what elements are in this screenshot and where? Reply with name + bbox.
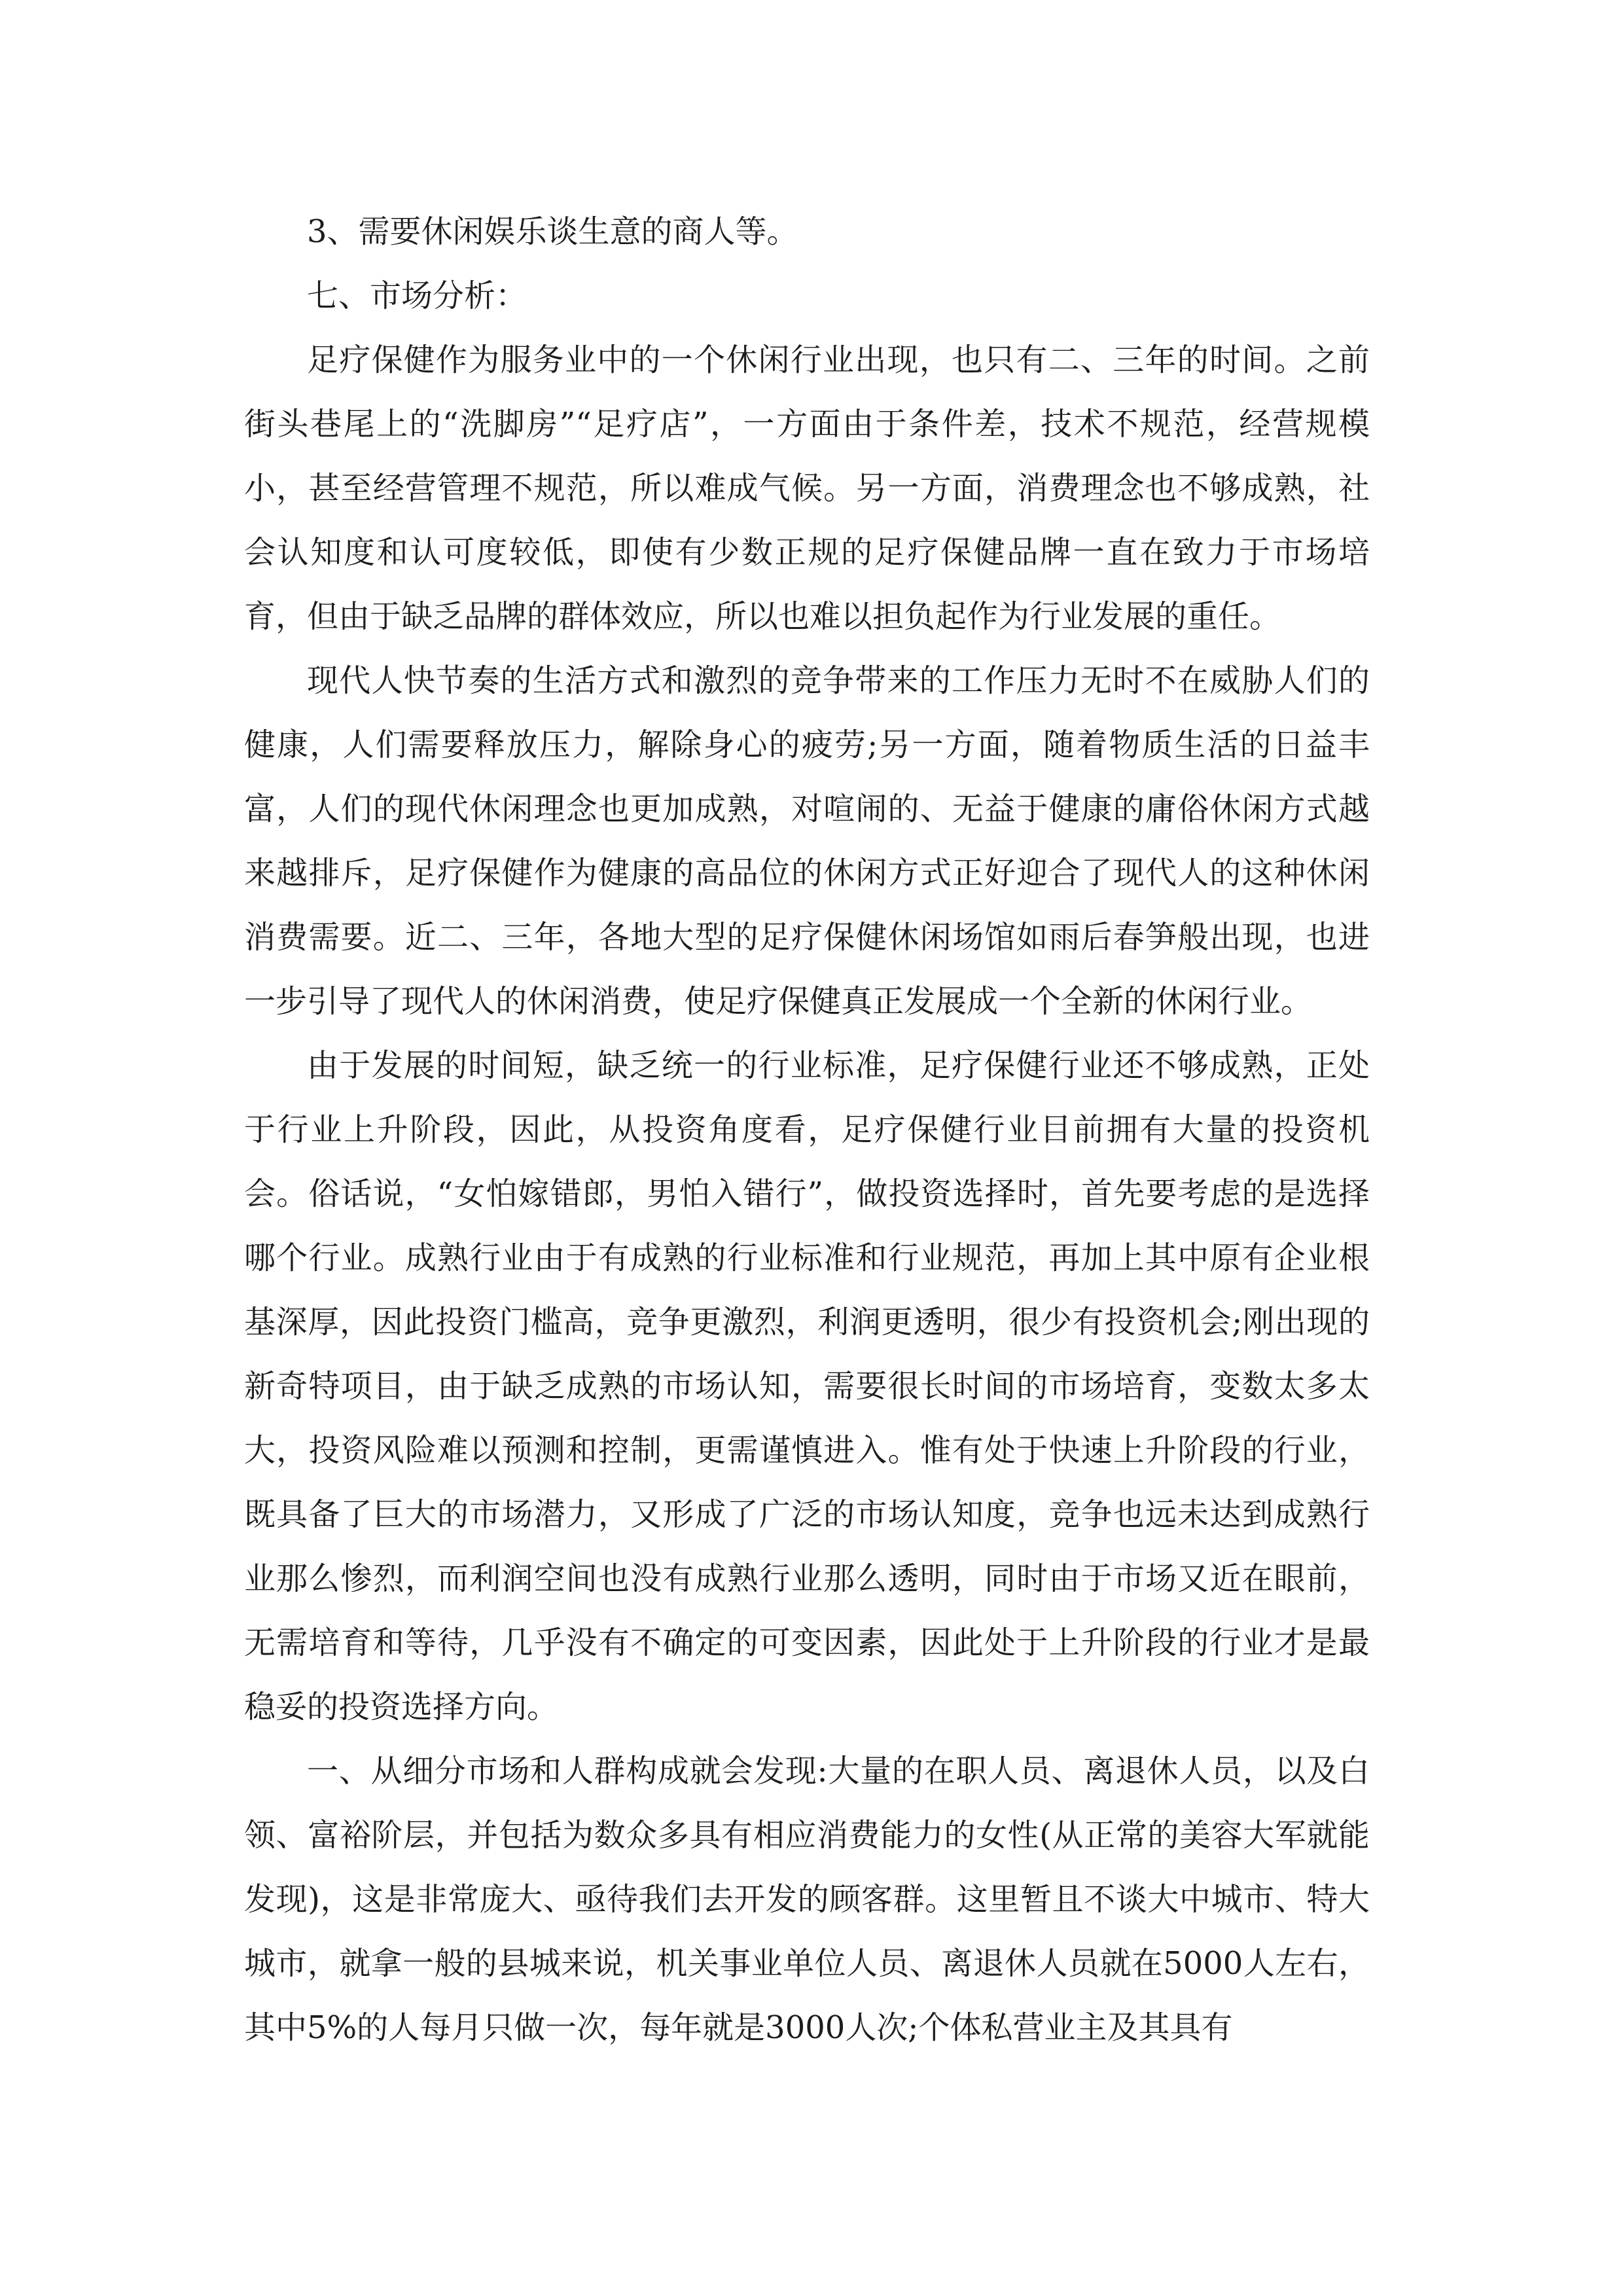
section-heading-market-analysis: 七、市场分析： — [307, 278, 527, 314]
paragraph-investment-opportunity: 由于发展的时间短，缺乏统一的行业标准，足疗保健行业还不够成熟，正处于行业上升阶段，因此，从投资角度看，足疗保健行业目前拥有大量的投资机会。俗话说，“女怕嫁错郎，男怕入错行”，做投资选择时，首先要考虑的是选择哪个行业。成熟行业由于有成熟的行业标准和行业规范，再加上其中原有企业根基深厚，因此投资门槛高，竞争更激烈，利润更透明，很少有投资机会;刚出现的新奇特项目，由于缺乏成熟的市场认知，需要很长时间的市场培育，变数太多太大，投资风险难以预测和控制，更需谨慎进入。惟有处于快速上升阶段的行业，既具备了巨大的市场潜力，又形成了广泛的市场认知度，竞争也远未达到成熟行业那么惨烈，而利润空间也没有成熟行业那么透明，同时由于市场又近在眼前，无需培育和等待，几乎没有不确定的可变因素，因此处于上升阶段的行业才是最稳妥的投资选择方向。 — [244, 1047, 1370, 1725]
paragraph-industry-origin: 足疗保健作为服务业中的一个休闲行业出现，也只有二、三年的时间。之前街头巷尾上的“洗脚房”“足疗店”，一方面由于条件差，技术不规范，经营规模小，甚至经营管理不规范，所以难成气候。另一方面，消费理念也不够成熟，社会认知度和认可度较低，即使有少数正规的足疗保健品牌一直在致力于市场培育，但由于缺乏品牌的群体效应，所以也难以担负起作为行业发展的重任。 — [244, 342, 1370, 635]
body-text — [244, 200, 1370, 2060]
list-item-merchants: 3、需要休闲娱乐谈生意的商人等。 — [307, 213, 798, 250]
paragraph-market-segments: 一、从细分市场和人群构成就会发现:大量的在职人员、离退休人员，以及白领、富裕阶层，并包括为数众多具有相应消费能力的女性(从正常的美容大军就能发现)，这是非常庞大、亟待我们去开发的顾客群。这里暂且不谈大中城市、特大城市，就拿一般的县城来说，机关事业单位人员、离退休人员就在5000人左右，其中5%的人每月只做一次，每年就是3000人次;个体私营业主及其具有 — [244, 1753, 1370, 2046]
paragraph-modern-lifestyle: 现代人快节奏的生活方式和激烈的竞争带来的工作压力无时不在威胁人们的健康，人们需要释放压力，解除身心的疲劳;另一方面，随着物质生活的日益丰富，人们的现代休闲理念也更加成熟，对喧闹的、无益于健康的庸俗休闲方式越来越排斥，足疗保健作为健康的高品位的休闲方式正好迎合了现代人的这种休闲消费需要。近二、三年，各地大型的足疗保健休闲场馆如雨后春笋般出现，也进一步引导了现代人的休闲消费，使足疗保健真正发展成一个全新的休闲行业。 — [244, 662, 1370, 1020]
